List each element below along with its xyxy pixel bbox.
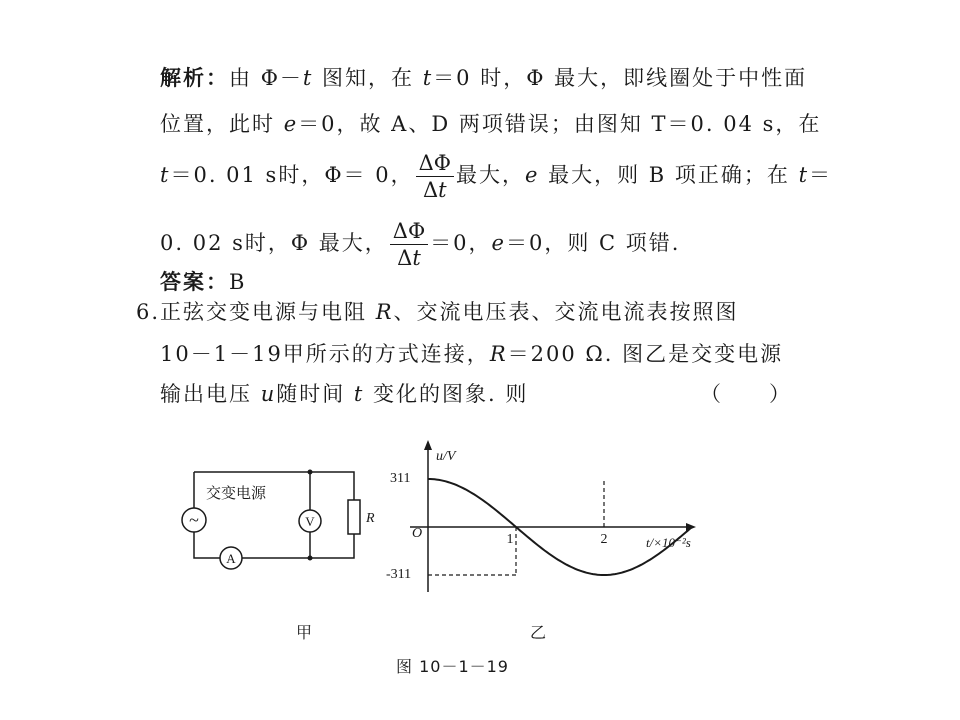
- answer-paren: （ ）: [700, 382, 792, 406]
- analysis-line-4: 0. 02 s时，Φ 最大， $\frac{\Delta\Phi}{\Delta t}$ ＝0，e＝0，则 C 项错.: [160, 219, 681, 270]
- resistor-label: R: [366, 511, 375, 526]
- y-tick-neg-311: -311: [386, 567, 412, 582]
- source-label: 交变电源: [206, 486, 267, 502]
- ac-source-tilde: ~: [189, 510, 199, 530]
- fraction-dphi-dt-2: $\frac{\Delta\Phi}{\Delta t}$: [390, 218, 428, 271]
- question-line-3: 输出电压 u随时间 t 变化的图象. 则: [160, 382, 529, 406]
- ammeter-label: A: [226, 551, 236, 566]
- analysis-line-2: 位置，此时 e＝0，故 A、D 两项错误；由图知 T＝0. 04 s，在: [160, 112, 822, 136]
- answer-line: [160, 268, 246, 296]
- caption-fig-a: 甲: [296, 623, 314, 642]
- analysis-label: 解析：: [160, 66, 229, 90]
- analysis-line-3: t＝0. 01 s时，Φ＝ 0， $\frac{\Delta\Phi}{\Delta t}$ 最大，e 最大，则 B 项正确；在 t＝: [160, 151, 833, 202]
- question-line-2: 10－1－19甲所示的方式连接，R＝200 Ω. 图乙是交变电源: [160, 342, 784, 366]
- analysis-line-1: 解析：由 Φ－t 图知，在 t＝0 时，Φ 最大，即线圈处于中性面: [160, 66, 808, 90]
- y-axis-label: u/V: [436, 449, 456, 464]
- question-number: 6.: [136, 300, 161, 324]
- circuit-diagram: [170, 460, 380, 580]
- answer-label: 答案：: [160, 270, 229, 294]
- question-line-1: 6.正弦交变电源与电阻 R、交流电压表、交流电流表按照图: [136, 300, 739, 324]
- answer-value: B: [229, 270, 247, 294]
- voltmeter-label: V: [305, 514, 315, 529]
- x-tick-2: 2: [600, 532, 608, 547]
- x-axis-label: t/×10⁻²s: [646, 535, 691, 550]
- resistor-symbol: [348, 500, 360, 534]
- x-tick-1: 1: [506, 532, 514, 547]
- origin-label: O: [412, 526, 423, 541]
- y-axis-arrow: [424, 440, 432, 450]
- figure-caption: 图 10－1－19: [396, 657, 509, 676]
- voltage-time-chart: [380, 440, 740, 600]
- y-tick-311: 311: [390, 471, 411, 486]
- fraction-dphi-dt: $\frac{\Delta\Phi}{\Delta t}$: [416, 150, 454, 203]
- caption-fig-b: 乙: [530, 623, 548, 642]
